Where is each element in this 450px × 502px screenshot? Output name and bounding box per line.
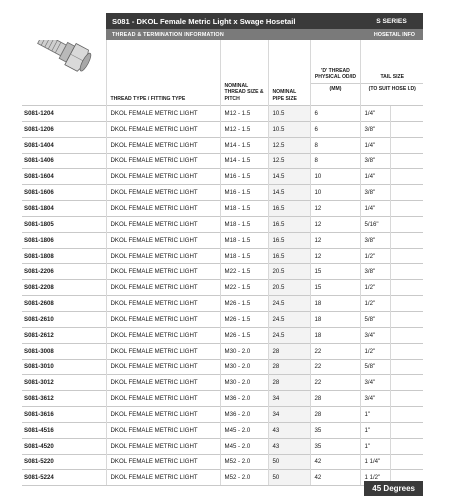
tail-size-cell: 3/4" [360, 375, 390, 391]
part-number-cell: S081-4520 [22, 438, 106, 454]
tail-extra-cell [390, 280, 423, 296]
pipe-size-cell: 43 [268, 438, 310, 454]
thread-type-cell: DKOL FEMALE METRIC LIGHT [106, 248, 220, 264]
tail-extra-cell [390, 454, 423, 470]
tail-size-cell: 3/8" [360, 153, 390, 169]
tail-size-cell: 1/4" [360, 201, 390, 217]
tail-size-column-header: TAIL SIZE [360, 40, 423, 84]
part-number-cell: S081-3612 [22, 391, 106, 407]
part-number-cell: S081-2608 [22, 296, 106, 312]
nominal-thread-column-header: NOMINAL THREAD SIZE & PITCH [220, 40, 268, 106]
table-row [22, 137, 423, 153]
tail-size-cell: 3/4" [360, 327, 390, 343]
thread-type-cell: DKOL FEMALE METRIC LIGHT [106, 185, 220, 201]
physical-od-column-header: 'D' THREAD PHYSICAL OD/ID [310, 40, 360, 84]
tail-extra-cell [390, 137, 423, 153]
part-number-cell: S081-1604 [22, 169, 106, 185]
nominal-thread-cell: M18 - 1.5 [220, 216, 268, 232]
pipe-size-cell: 20.5 [268, 280, 310, 296]
thread-type-cell: DKOL FEMALE METRIC LIGHT [106, 327, 220, 343]
pipe-size-cell: 24.5 [268, 311, 310, 327]
nominal-thread-cell: M52 - 2.0 [220, 470, 268, 486]
part-number-cell: S081-1806 [22, 232, 106, 248]
table-row [22, 391, 423, 407]
nominal-thread-cell: M45 - 2.0 [220, 438, 268, 454]
pipe-size-cell: 24.5 [268, 296, 310, 312]
tail-size-cell: 1" [360, 438, 390, 454]
nominal-thread-cell: M52 - 2.0 [220, 454, 268, 470]
tail-size-cell: 1/4" [360, 169, 390, 185]
pipe-size-cell: 24.5 [268, 327, 310, 343]
physical-od-cell: 35 [310, 438, 360, 454]
pipe-size-cell: 20.5 [268, 264, 310, 280]
nominal-thread-cell: M12 - 1.5 [220, 121, 268, 137]
hosetail-info-heading: HOSETAIL INFO [360, 29, 423, 40]
table-title: S081 - DKOL Female Metric Light x Swage Hosetail [106, 13, 360, 29]
nominal-thread-cell: M36 - 2.0 [220, 407, 268, 423]
pipe-size-cell: 16.5 [268, 248, 310, 264]
physical-od-cell: 22 [310, 359, 360, 375]
physical-od-cell: 35 [310, 422, 360, 438]
tail-extra-cell [390, 169, 423, 185]
part-number-cell: S081-1606 [22, 185, 106, 201]
spec-rows [22, 106, 423, 486]
part-column-header [22, 40, 106, 106]
physical-od-cell: 28 [310, 391, 360, 407]
tail-note-label: (TO SUIT HOSE I.D) [360, 84, 423, 106]
nominal-thread-cell: M30 - 2.0 [220, 359, 268, 375]
part-number-cell: S081-3010 [22, 359, 106, 375]
series-badge: S SERIES [360, 13, 423, 29]
tail-size-cell: 5/8" [360, 359, 390, 375]
nominal-thread-cell: M26 - 1.5 [220, 296, 268, 312]
pipe-size-cell: 14.5 [268, 169, 310, 185]
tail-extra-cell [390, 327, 423, 343]
physical-od-cell: 8 [310, 137, 360, 153]
part-number-cell: S081-5220 [22, 454, 106, 470]
part-number-cell: S081-2208 [22, 280, 106, 296]
pipe-size-cell: 12.5 [268, 137, 310, 153]
spec-table [22, 13, 423, 486]
table-row [22, 248, 423, 264]
table-row [22, 232, 423, 248]
part-number-cell: S081-3616 [22, 407, 106, 423]
table-row [22, 201, 423, 217]
tail-extra-cell [390, 185, 423, 201]
tail-size-cell: 1/2" [360, 296, 390, 312]
tail-extra-cell [390, 216, 423, 232]
physical-od-cell: 12 [310, 248, 360, 264]
thread-type-cell: DKOL FEMALE METRIC LIGHT [106, 407, 220, 423]
tail-extra-cell [390, 438, 423, 454]
thread-type-column-header: THREAD TYPE / FITTING TYPE [106, 40, 220, 106]
thread-type-cell: DKOL FEMALE METRIC LIGHT [106, 264, 220, 280]
pipe-size-cell: 43 [268, 422, 310, 438]
tail-size-cell: 1" [360, 407, 390, 423]
table-row [22, 327, 423, 343]
table-row [22, 375, 423, 391]
tail-size-cell: 5/8" [360, 311, 390, 327]
physical-od-cell: 15 [310, 264, 360, 280]
nominal-thread-cell: M30 - 2.0 [220, 375, 268, 391]
table-row [22, 153, 423, 169]
pipe-size-cell: 14.5 [268, 185, 310, 201]
pipe-size-cell: 10.5 [268, 121, 310, 137]
tail-extra-cell [390, 106, 423, 122]
thread-type-cell: DKOL FEMALE METRIC LIGHT [106, 280, 220, 296]
tail-size-cell: 1/4" [360, 106, 390, 122]
nominal-thread-cell: M45 - 2.0 [220, 422, 268, 438]
nominal-thread-cell: M30 - 2.0 [220, 343, 268, 359]
part-number-cell: S081-2610 [22, 311, 106, 327]
part-number-cell: S081-1808 [22, 248, 106, 264]
pipe-size-cell: 34 [268, 407, 310, 423]
tail-extra-cell [390, 121, 423, 137]
pipe-size-cell: 28 [268, 343, 310, 359]
part-number-cell: S081-1406 [22, 153, 106, 169]
tail-size-cell: 3/8" [360, 264, 390, 280]
pipe-size-cell: 16.5 [268, 201, 310, 217]
table-row [22, 454, 423, 470]
part-number-cell: S081-1805 [22, 216, 106, 232]
thread-type-cell: DKOL FEMALE METRIC LIGHT [106, 216, 220, 232]
table-row [22, 470, 423, 486]
thread-type-cell: DKOL FEMALE METRIC LIGHT [106, 359, 220, 375]
tail-extra-cell [390, 343, 423, 359]
part-number-cell: S081-1206 [22, 121, 106, 137]
tail-extra-cell [390, 201, 423, 217]
physical-od-cell: 10 [310, 169, 360, 185]
tail-extra-cell [390, 232, 423, 248]
physical-od-cell: 12 [310, 216, 360, 232]
tail-size-cell: 1/4" [360, 137, 390, 153]
table-row [22, 121, 423, 137]
tail-extra-cell [390, 407, 423, 423]
pipe-size-cell: 12.5 [268, 153, 310, 169]
tail-size-cell: 1 1/4" [360, 454, 390, 470]
thread-type-cell: DKOL FEMALE METRIC LIGHT [106, 343, 220, 359]
nominal-thread-cell: M16 - 1.5 [220, 185, 268, 201]
physical-od-cell: 6 [310, 106, 360, 122]
thread-type-cell: DKOL FEMALE METRIC LIGHT [106, 137, 220, 153]
thread-type-cell: DKOL FEMALE METRIC LIGHT [106, 438, 220, 454]
table-row [22, 296, 423, 312]
angle-badge: 45 Degrees [364, 481, 423, 496]
tail-extra-cell [390, 359, 423, 375]
physical-od-cell: 18 [310, 311, 360, 327]
table-row [22, 185, 423, 201]
pipe-size-column-header: NOMINAL PIPE SIZE [268, 40, 310, 106]
thread-type-cell: DKOL FEMALE METRIC LIGHT [106, 201, 220, 217]
table-row [22, 216, 423, 232]
part-number-cell: S081-3008 [22, 343, 106, 359]
thread-type-cell: DKOL FEMALE METRIC LIGHT [106, 375, 220, 391]
tail-extra-cell [390, 311, 423, 327]
part-number-cell: S081-1804 [22, 201, 106, 217]
thread-type-cell: DKOL FEMALE METRIC LIGHT [106, 422, 220, 438]
tail-size-cell: 1 1/2" [360, 470, 390, 486]
nominal-thread-cell: M26 - 1.5 [220, 327, 268, 343]
physical-od-cell: 8 [310, 153, 360, 169]
table-row [22, 343, 423, 359]
pipe-size-cell: 28 [268, 359, 310, 375]
nominal-thread-cell: M18 - 1.5 [220, 248, 268, 264]
table-row [22, 407, 423, 423]
table-row [22, 311, 423, 327]
physical-od-cell: 42 [310, 470, 360, 486]
physical-od-cell: 18 [310, 327, 360, 343]
thread-type-cell: DKOL FEMALE METRIC LIGHT [106, 106, 220, 122]
pipe-size-cell: 10.5 [268, 106, 310, 122]
pipe-size-cell: 28 [268, 375, 310, 391]
nominal-thread-cell: M36 - 2.0 [220, 391, 268, 407]
tail-extra-cell [390, 264, 423, 280]
nominal-thread-cell: M12 - 1.5 [220, 106, 268, 122]
thread-type-cell: DKOL FEMALE METRIC LIGHT [106, 470, 220, 486]
physical-od-cell: 42 [310, 454, 360, 470]
tail-size-cell: 1/2" [360, 343, 390, 359]
table-row [22, 264, 423, 280]
nominal-thread-cell: M18 - 1.5 [220, 232, 268, 248]
pipe-size-cell: 16.5 [268, 216, 310, 232]
tail-size-cell: 3/8" [360, 232, 390, 248]
tail-extra-cell [390, 248, 423, 264]
physical-od-cell: 18 [310, 296, 360, 312]
tail-extra-cell [390, 391, 423, 407]
part-number-cell: S081-1204 [22, 106, 106, 122]
thread-type-cell: DKOL FEMALE METRIC LIGHT [106, 311, 220, 327]
tail-size-cell: 3/8" [360, 121, 390, 137]
physical-od-cell: 12 [310, 201, 360, 217]
part-number-cell: S081-5224 [22, 470, 106, 486]
thread-type-cell: DKOL FEMALE METRIC LIGHT [106, 296, 220, 312]
tail-size-cell: 3/8" [360, 185, 390, 201]
table-row [22, 438, 423, 454]
table-row [22, 106, 423, 122]
tail-size-cell: 1/2" [360, 280, 390, 296]
tail-extra-cell [390, 422, 423, 438]
tail-size-cell: 1" [360, 422, 390, 438]
pipe-size-cell: 50 [268, 454, 310, 470]
physical-od-cell: 22 [310, 375, 360, 391]
nominal-thread-cell: M16 - 1.5 [220, 169, 268, 185]
nominal-thread-cell: M14 - 1.5 [220, 153, 268, 169]
pipe-size-cell: 16.5 [268, 232, 310, 248]
pipe-size-cell: 34 [268, 391, 310, 407]
part-number-cell: S081-2206 [22, 264, 106, 280]
tail-size-cell: 1/2" [360, 248, 390, 264]
thread-info-heading: THREAD & TERMINATION INFORMATION [106, 29, 360, 40]
part-number-cell: S081-1404 [22, 137, 106, 153]
thread-type-cell: DKOL FEMALE METRIC LIGHT [106, 454, 220, 470]
pipe-size-cell: 50 [268, 470, 310, 486]
tail-extra-cell [390, 375, 423, 391]
thread-type-cell: DKOL FEMALE METRIC LIGHT [106, 153, 220, 169]
part-number-cell: S081-4516 [22, 422, 106, 438]
part-number-cell: S081-3012 [22, 375, 106, 391]
table-row [22, 359, 423, 375]
tail-extra-cell [390, 153, 423, 169]
physical-od-cell: 12 [310, 232, 360, 248]
physical-od-cell: 28 [310, 407, 360, 423]
thread-type-cell: DKOL FEMALE METRIC LIGHT [106, 232, 220, 248]
nominal-thread-cell: M18 - 1.5 [220, 201, 268, 217]
thread-type-cell: DKOL FEMALE METRIC LIGHT [106, 121, 220, 137]
nominal-thread-cell: M22 - 1.5 [220, 280, 268, 296]
part-number-cell: S081-2612 [22, 327, 106, 343]
table-row [22, 422, 423, 438]
table-row [22, 169, 423, 185]
nominal-thread-cell: M14 - 1.5 [220, 137, 268, 153]
physical-od-cell: 6 [310, 121, 360, 137]
mm-unit-label: (MM) [310, 84, 360, 106]
physical-od-cell: 22 [310, 343, 360, 359]
nominal-thread-cell: M22 - 1.5 [220, 264, 268, 280]
thread-type-cell: DKOL FEMALE METRIC LIGHT [106, 169, 220, 185]
tail-extra-cell [390, 296, 423, 312]
tail-size-cell: 3/4" [360, 391, 390, 407]
table-row [22, 280, 423, 296]
physical-od-cell: 15 [310, 280, 360, 296]
tail-size-cell: 5/16" [360, 216, 390, 232]
nominal-thread-cell: M26 - 1.5 [220, 311, 268, 327]
physical-od-cell: 10 [310, 185, 360, 201]
thread-type-cell: DKOL FEMALE METRIC LIGHT [106, 391, 220, 407]
